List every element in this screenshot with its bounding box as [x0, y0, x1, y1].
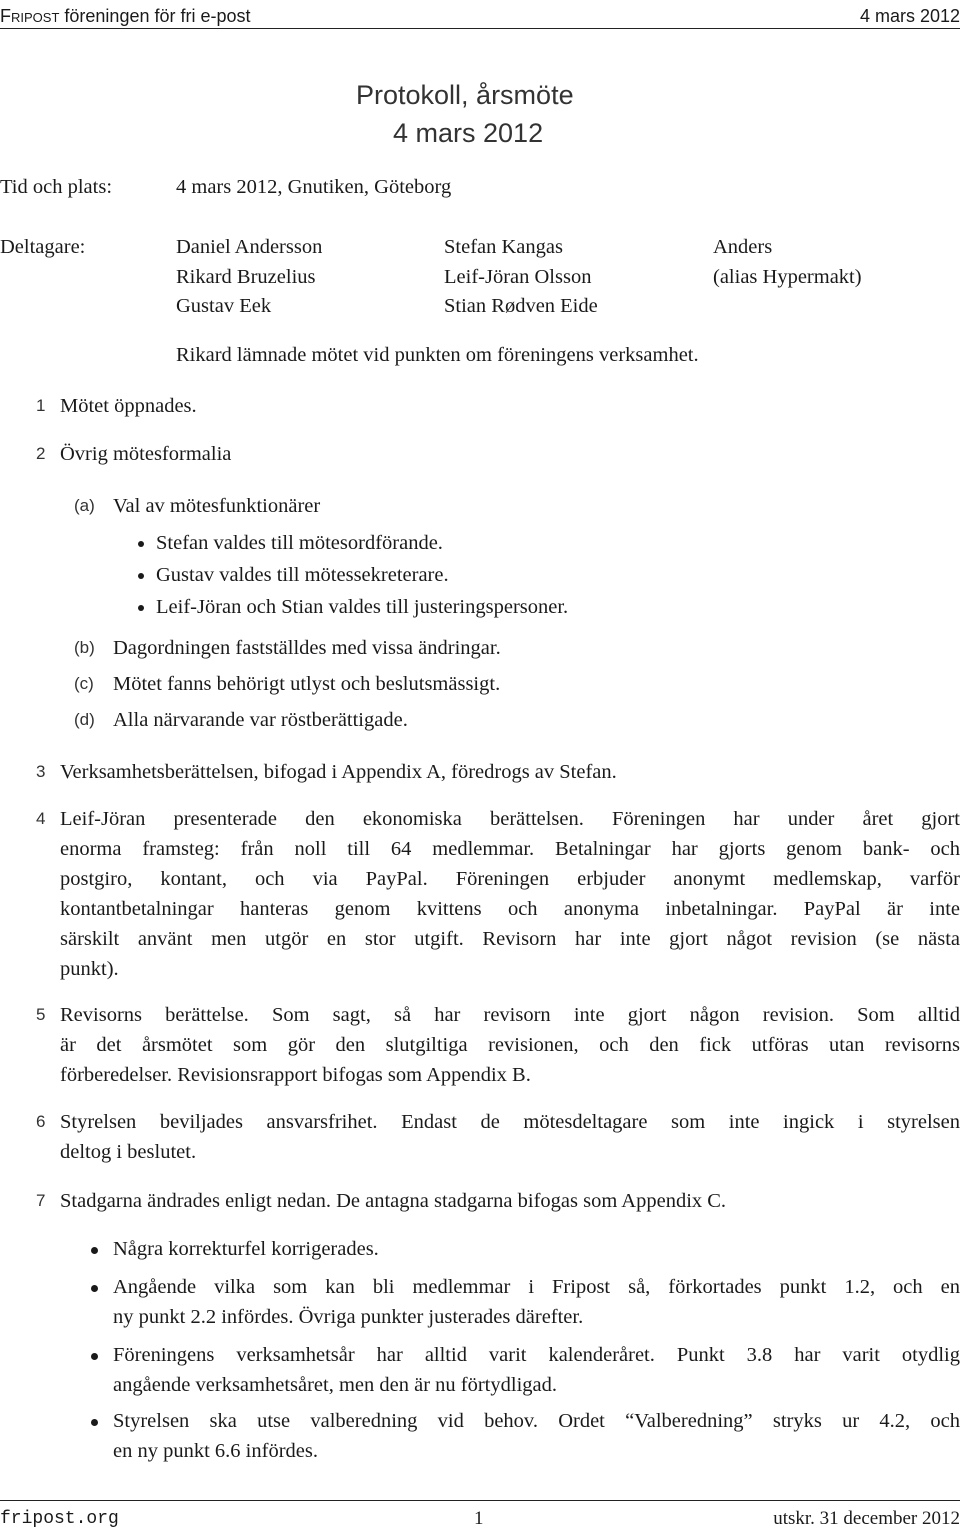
document-title: Protokoll, årsmöte: [356, 80, 574, 110]
bullet-paragraph: [113, 1406, 960, 1466]
subitem-label: (a): [74, 496, 95, 515]
bullet-line: Föreningens verksamhetsår har alltid varit kalenderåret. Punkt 3.8 har varit otydlig: [113, 1344, 960, 1366]
item-number: 1: [36, 396, 46, 415]
bullet-icon: [138, 541, 144, 547]
participant: Anders: [713, 236, 773, 258]
bullet-text: Gustav valdes till mötessekreterare.: [156, 564, 449, 586]
paragraph-line: postgiro, kontant, och via PayPal. Föreningen erbjuder anonymt medlemskap, varför: [60, 868, 960, 890]
paragraph-line: Revisorns berättelse. Som sagt, så har revisorn inte gjort någon revision. Som alltid: [60, 1004, 960, 1026]
bullet-line: angående verksamhetsåret, men den är nu förtydligad.: [113, 1374, 557, 1396]
item-text: Övrig mötesformalia: [60, 443, 232, 465]
subitem-text: Alla närvarande var röstberättigade.: [113, 709, 408, 731]
bullet-icon: [138, 605, 144, 611]
paragraph-line: Styrelsen beviljades ansvarsfrihet. Endast de mötesdeltagare som inte ingick i styrelsen: [60, 1111, 960, 1133]
document-date: 4 mars 2012: [393, 118, 544, 148]
participant: Daniel Andersson: [176, 236, 323, 258]
org-tagline: föreningen för fri e-post: [64, 6, 251, 26]
bullet-icon: [91, 1247, 98, 1254]
item-number: 3: [36, 762, 46, 781]
bullet-icon: [91, 1419, 98, 1426]
bullet-line: Angående vilka som kan bli medlemmar i Fripost så, förkortades punkt 1.2, och en: [113, 1276, 960, 1298]
subitem-text: Mötet fanns behörigt utlyst och beslutsmässigt.: [113, 673, 501, 695]
bullet-line: ny punkt 2.2 infördes. Övriga punkter justerades därefter.: [113, 1306, 584, 1328]
item-text: Mötet öppnades.: [60, 395, 197, 417]
item-number: 2: [36, 444, 46, 463]
bullet-text: Leif-Jöran och Stian valdes till justeringspersoner.: [156, 596, 569, 618]
attendance-note: Rikard lämnade mötet vid punkten om föreningens verksamhet.: [176, 344, 699, 366]
bullet-line: en ny punkt 6.6 infördes.: [113, 1440, 318, 1462]
item-number: 4: [36, 809, 46, 828]
paragraph-line: Leif-Jöran presenterade den ekonomiska berättelsen. Föreningen har under året gjort: [60, 808, 960, 830]
item-text: Stadgarna ändrades enligt nedan. De antagna stadgarna bifogas som Appendix C.: [60, 1190, 727, 1212]
item-6-paragraph: [60, 1107, 960, 1167]
paragraph-line: förberedelser. Revisionsrapport bifogas som Appendix B.: [60, 1064, 531, 1086]
participant: Stefan Kangas: [444, 236, 563, 258]
org-name: Fripost: [0, 6, 60, 26]
subitem-label: (d): [74, 710, 95, 729]
bullet-text: Stefan valdes till mötesordförande.: [156, 532, 443, 554]
bullet-icon: [138, 573, 144, 579]
item-number: 5: [36, 1005, 46, 1024]
bullet-paragraph: [113, 1340, 960, 1400]
participants-label: Deltagare:: [0, 236, 86, 258]
bullet-icon: [91, 1353, 98, 1360]
paragraph-line: är det årsmötet som gör den slutgiltiga revisionen, och den fick utföras utan revisorns: [60, 1034, 960, 1056]
paragraph-line: enorma framsteg: från noll till 64 medlemmar. Betalningar har gjorts genom bank- och: [60, 838, 960, 860]
bullet-text: Några korrekturfel korrigerades.: [113, 1238, 379, 1260]
participant: Rikard Bruzelius: [176, 266, 316, 288]
bullet-icon: [91, 1285, 98, 1292]
item-5-paragraph: [60, 1000, 960, 1090]
footer-site: fripost.org: [0, 1509, 119, 1529]
bullet-paragraph: [113, 1272, 960, 1332]
item-4-paragraph: [60, 804, 960, 984]
footer-rule: [0, 1500, 960, 1501]
participant: Gustav Eek: [176, 295, 272, 317]
item-number: 6: [36, 1112, 46, 1131]
participant: Stian Rødven Eide: [444, 295, 598, 317]
paragraph-line: deltog i beslutet.: [60, 1141, 197, 1163]
item-number: 7: [36, 1191, 46, 1210]
page-number: 1: [474, 1508, 484, 1529]
paragraph-line: punkt).: [60, 958, 119, 980]
running-header-left: [0, 1, 251, 31]
subitem-text: Val av mötesfunktionärer: [113, 495, 321, 517]
paragraph-line: kontantbetalningar hanteras genom kvittens och anonyma inbetalningar. PayPal är inte: [60, 898, 960, 920]
subitem-label: (c): [74, 674, 94, 693]
time-place-label: Tid och plats:: [0, 176, 113, 198]
running-header-date: 4 mars 2012: [859, 6, 960, 26]
header-rule: [0, 28, 960, 29]
bullet-line: Styrelsen ska utse valberedning vid behov. Ordet “Valberedning” stryks ur 4.2, och: [113, 1410, 960, 1432]
participant-alias: (alias Hypermakt): [713, 266, 862, 288]
item-text: Verksamhetsberättelsen, bifogad i Appendix A, föredrogs av Stefan.: [60, 761, 617, 783]
footer-printed-date: utskr. 31 december 2012: [773, 1508, 960, 1529]
time-place-value: 4 mars 2012, Gnutiken, Göteborg: [176, 176, 452, 198]
participant: Leif-Jöran Olsson: [444, 266, 592, 288]
subitem-text: Dagordningen fastställdes med vissa ändringar.: [113, 637, 501, 659]
paragraph-line: särskilt använt men utgör en stor utgift. Revisorn har inte gjort något revision (se nästa: [60, 928, 960, 950]
subitem-label: (b): [74, 638, 95, 657]
